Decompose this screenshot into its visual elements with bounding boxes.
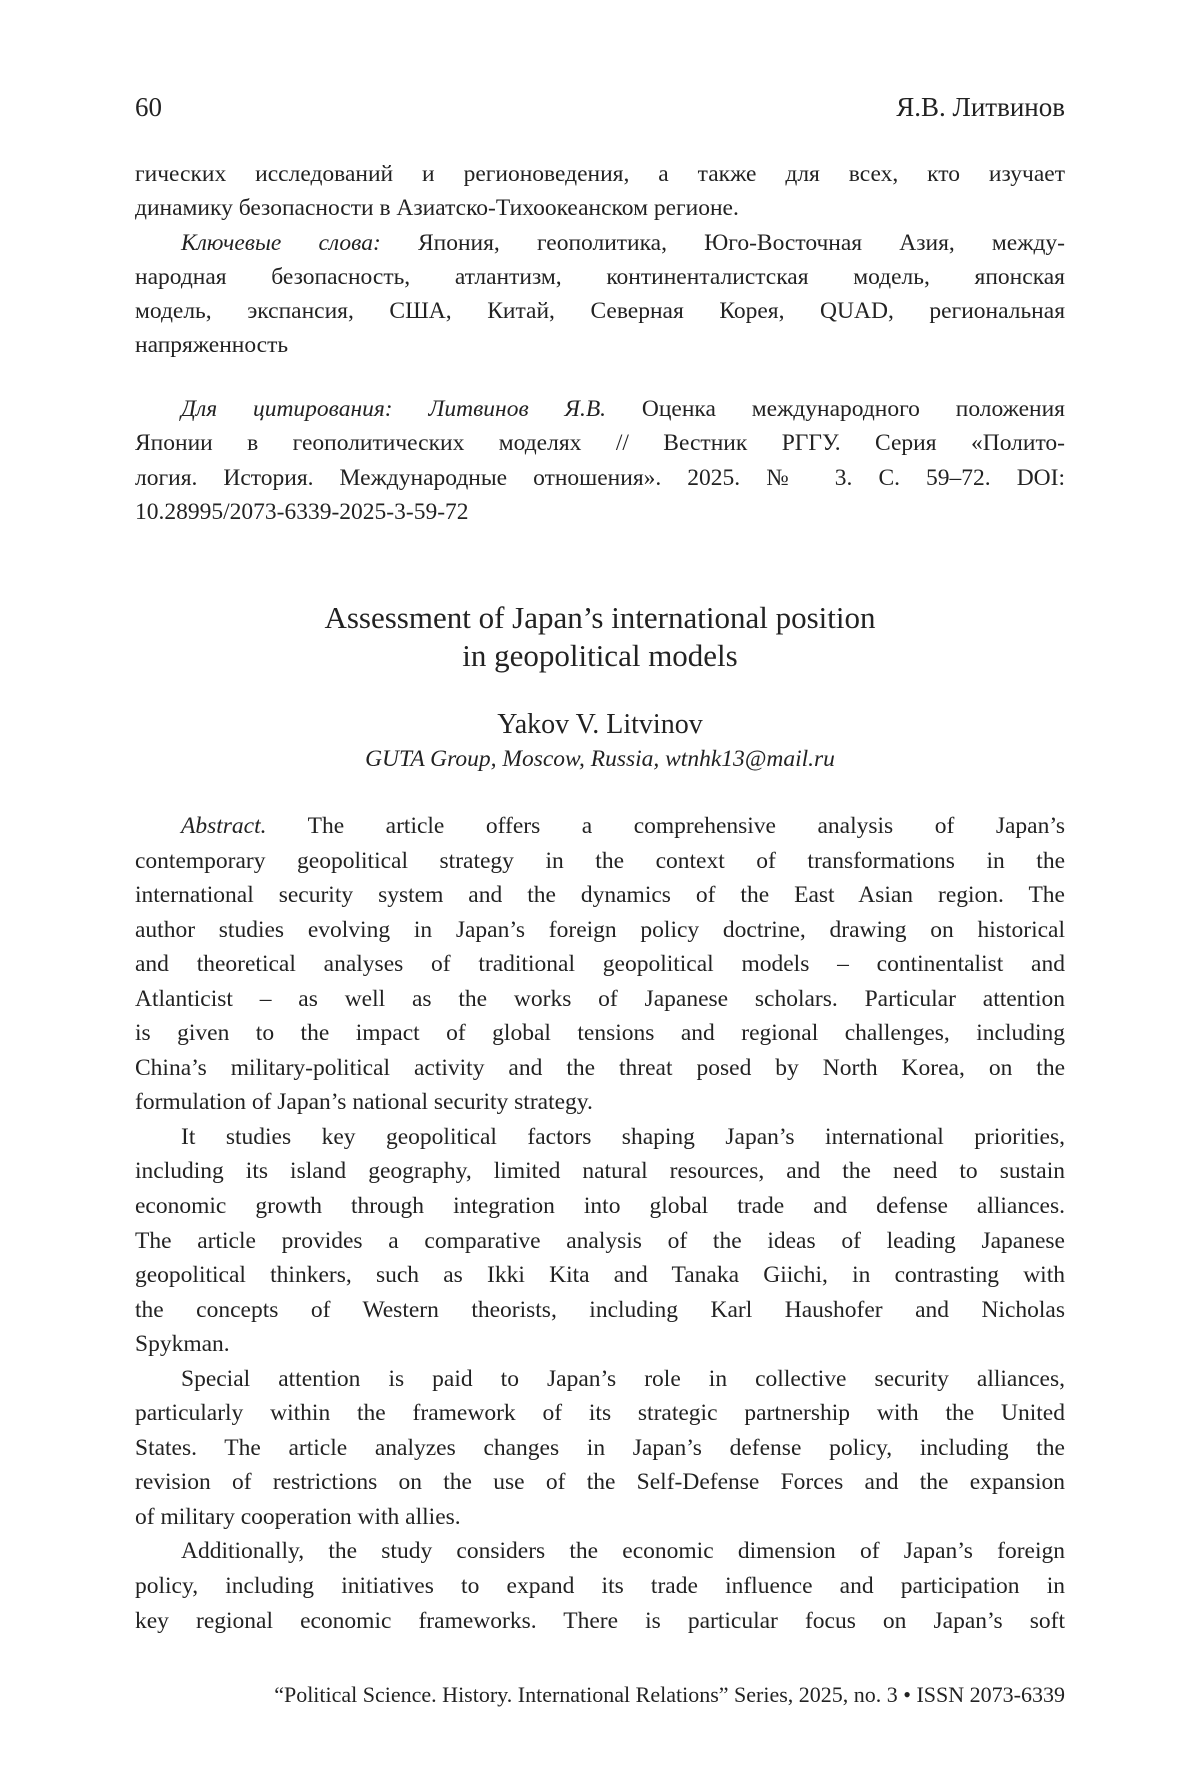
text-line [135,1085,1065,1120]
text-line [135,1258,1065,1293]
line-text: Spykman. [135,1331,230,1357]
abstract [135,809,1065,1638]
running-head: Я.В. Литвинов [896,90,1065,124]
line-text: key regional economic frameworks. There is particular focus on Japan’s soft [135,1608,1065,1634]
text-line [135,1224,1065,1259]
text-line [135,260,1065,294]
line-text: China’s military-political activity and the threat posed by North Korea, on the [135,1055,1065,1081]
author-affiliation: GUTA Group, Moscow, Russia, wtnhk13@mail.ru [135,743,1065,775]
text-line [135,1016,1065,1051]
text-line [135,1500,1065,1535]
text-line [135,1534,1065,1569]
author-name: Yakov V. Litvinov [135,708,1065,742]
text-line [135,1396,1065,1431]
line-text: Atlanticist – as well as the works of Japanese scholars. Particular attention [135,986,1065,1012]
line-text: 10.28995/2073-6339-2025-3-59-72 [135,499,469,525]
text-line [135,226,1065,260]
line-text: is given to the impact of global tensions and regional challenges, including [135,1020,1065,1046]
line-text: including its island geography, limited natural resources, and the need to sustain [135,1158,1065,1184]
text-line [135,1327,1065,1362]
line-text: revision of restrictions on the use of the Self-Defense Forces and the expansion [135,1469,1065,1495]
line-text: динамику безопасности в Азиатско-Тихоокеанском регионе. [135,195,739,221]
line-text: particularly within the framework of its strategic partnership with the United [135,1400,1065,1426]
text-line [135,328,1065,362]
text-line [135,809,1065,844]
text-line [135,1362,1065,1397]
text-line [135,461,1065,495]
article-title [135,599,1065,675]
text-line [135,1189,1065,1224]
text-line [135,844,1065,879]
text-line [135,913,1065,948]
line-text: author studies evolving in Japan’s foreign policy doctrine, drawing on historical [135,917,1065,943]
text-line [135,1293,1065,1328]
journal-footer: “Political Science. History. International Relations” Series, 2025, no. 3 • ISSN 2073-6339 [274,1680,1065,1710]
text-line [135,1569,1065,1604]
line-text: of military cooperation with allies. [135,1504,461,1530]
text-line [135,1154,1065,1189]
text-line [135,392,1065,426]
line-text: policy, including initiatives to expand its trade influence and participation in [135,1573,1065,1599]
line-text: гических исследований и регионоведения, а также для всех, кто изучает [135,161,1065,187]
text-line [135,1120,1065,1155]
line-text: народная безопасность, атлантизм, континенталистская модель, японская [135,264,1065,290]
line-text: It studies key geopolitical factors shaping Japan’s international priorities, [181,1124,1065,1150]
line-text: the concepts of Western theorists, including Karl Haushofer and Nicholas [135,1297,1065,1323]
lead-label: Для цитирования: Литвинов Я.В. [181,396,606,422]
line-text: and theoretical analyses of traditional geopolitical models – continentalist and [135,951,1065,977]
line-text: geopolitical thinkers, such as Ikki Kita and Tanaka Giichi, in contrasting with [135,1262,1065,1288]
text-line [135,1431,1065,1466]
line-text: economic growth through integration into global trade and defense alliances. [135,1193,1065,1219]
line-text: модель, экспансия, США, Китай, Северная Корея, QUAD, региональная [135,298,1065,324]
text-line [135,947,1065,982]
line-text: Additionally, the study considers the economic dimension of Japan’s foreign [181,1538,1065,1564]
text-line [135,495,1065,529]
text-line [135,294,1065,328]
lead-label: Abstract. [181,813,267,839]
russian-abstract-end [135,157,1065,363]
line-text: contemporary geopolitical strategy in the context of transformations in the [135,848,1065,874]
page-number: 60 [135,90,162,124]
line-text: Японии в геополитических моделях // Вестник РГГУ. Серия «Полито- [135,430,1065,456]
line-text: States. The article analyzes changes in Japan’s defense policy, including the [135,1435,1065,1461]
line-text: The article offers a comprehensive analysis of Japan’s [267,813,1065,839]
line-text: Special attention is paid to Japan’s role in collective security alliances, [181,1366,1065,1392]
line-text: Япония, геополитика, Юго-Восточная Азия, между- [381,230,1065,256]
line-text: Оценка международного положения [606,396,1065,422]
lead-label: Ключевые слова: [181,230,381,256]
line-text: логия. История. Международные отношения». 2025. № 3. С. 59–72. DOI: [135,465,1065,491]
text-line [135,1465,1065,1500]
text-line [135,426,1065,460]
line-text: напряженность [135,332,288,358]
line-text: formulation of Japan’s national security strategy. [135,1089,593,1115]
text-line [135,1051,1065,1086]
line-text: The article provides a comparative analysis of the ideas of leading Japanese [135,1228,1065,1254]
text-line [135,1604,1065,1639]
citation-block [135,392,1065,529]
line-text: international security system and the dynamics of the East Asian region. The [135,882,1065,908]
text-line [135,982,1065,1017]
text-line [135,878,1065,913]
text-line [135,191,1065,225]
title-line-2: in geopolitical models [135,637,1065,675]
text-line [135,157,1065,191]
title-line-1: Assessment of Japan’s international position [135,599,1065,637]
